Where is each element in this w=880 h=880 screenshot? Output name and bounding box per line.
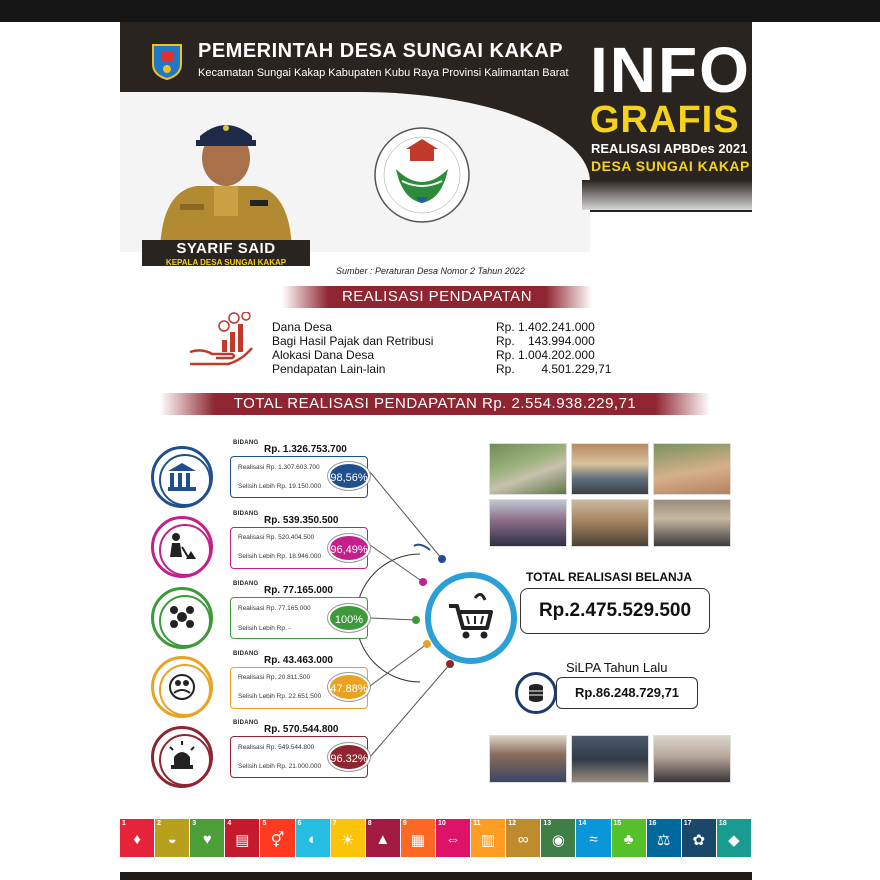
sdg-goal-icon: ⚥ xyxy=(270,832,285,849)
emergency-siren-icon xyxy=(154,729,210,785)
activity-photo xyxy=(653,735,731,783)
sdg-tile xyxy=(401,819,436,857)
activity-photo xyxy=(489,443,567,495)
sdg-number: 3 xyxy=(192,820,197,827)
income-value: Rp. 143.994.000 xyxy=(496,334,595,348)
income-label: Dana Desa xyxy=(272,320,333,334)
silpa-badge xyxy=(515,672,557,714)
bidang-4-amount: Rp. 43.463.000 xyxy=(264,655,333,666)
activity-photo xyxy=(653,499,731,547)
sdg-tile xyxy=(366,819,401,857)
activity-photo xyxy=(489,499,567,547)
sdg-tile xyxy=(647,819,682,857)
sdg-number: 8 xyxy=(367,820,372,827)
building-icon xyxy=(154,449,210,505)
kemendes-logo-icon xyxy=(372,125,472,225)
top-frame-bar xyxy=(0,0,880,22)
sdg-number: 18 xyxy=(718,820,727,827)
bidang-4-selisih: Selisih Lebih Rp. 22.651.500 xyxy=(238,693,322,700)
government-title: PEMERINTAH DESA SUNGAI KAKAP xyxy=(198,40,564,62)
sdg-goal-icon: ☀ xyxy=(340,832,355,849)
sdg-tile xyxy=(471,819,506,857)
sdg-goal-icon: ⚖ xyxy=(656,832,671,849)
sdg-goal-icon: ≈ xyxy=(589,831,598,848)
total-belanja-label: TOTAL REALISASI BELANJA xyxy=(526,570,693,584)
sdg-number: 7 xyxy=(332,820,337,827)
bidang-2-icon-badge xyxy=(151,516,213,578)
sdg-number: 16 xyxy=(648,820,657,827)
sdg-tile xyxy=(260,819,295,857)
sdg-number: 17 xyxy=(683,820,692,827)
infographic-poster xyxy=(120,22,752,872)
sdg-number: 6 xyxy=(297,820,302,827)
sdg-tile xyxy=(296,819,331,857)
sdg-tile xyxy=(506,819,541,857)
sdg-goal-icon: ⇔ xyxy=(445,831,461,848)
grafis-heading: GRAFIS xyxy=(590,99,740,141)
bidang-3-word: BIDANG xyxy=(233,581,259,587)
sdg-goal-icon: ♣ xyxy=(623,831,634,848)
sdg-goal-icon: ▲ xyxy=(375,831,391,848)
sdg-goal-icon: ♦ xyxy=(133,831,141,848)
sdg-number: 2 xyxy=(157,820,162,827)
bidang-1-selisih: Selisih Lebih Rp. 19.150.000 xyxy=(238,483,322,490)
income-row xyxy=(272,320,622,334)
sdg-goals-strip xyxy=(120,819,752,857)
income-row xyxy=(272,362,622,376)
sdg-tile xyxy=(190,819,225,857)
sdg-number: 13 xyxy=(543,820,552,827)
bidang-2-percent: 96,49% xyxy=(328,534,370,562)
bidang-5-percent: 96.32% xyxy=(328,743,370,771)
belanja-cart-badge xyxy=(425,572,517,664)
sdg-tile xyxy=(612,819,647,857)
sdg-goal-icon: ✿ xyxy=(692,832,706,849)
income-row xyxy=(272,348,622,362)
sdg-tile xyxy=(717,819,752,857)
source-note: Sumber : Peraturan Desa Nomor 2 Tahun 2022 xyxy=(336,266,525,276)
sdg-goal-icon: ▥ xyxy=(481,832,496,849)
sdg-tile xyxy=(331,819,366,857)
sdg-tile xyxy=(225,819,260,857)
income-growth-icon xyxy=(188,312,254,370)
sdg-number: 9 xyxy=(402,820,407,827)
sdg-number: 1 xyxy=(122,820,126,827)
bidang-5-selisih: Selisih Lebih Rp. 21.000.000 xyxy=(238,763,322,770)
bidang-2-selisih: Selisih Lebih Rp. 18.946.000 xyxy=(238,553,322,560)
total-belanja-value: Rp.2.475.529.500 xyxy=(520,588,710,634)
bidang-1-word: BIDANG xyxy=(233,440,259,446)
income-value: Rp. 1.004.202.000 xyxy=(496,348,595,362)
income-label: Bagi Hasil Pajak dan Retribusi xyxy=(272,334,434,348)
income-label: Pendapatan Lain-lain xyxy=(272,362,386,376)
bidang-4-realisasi: Realisasi Rp. 20.811.500 xyxy=(238,674,311,681)
sdg-tile xyxy=(576,819,611,857)
bidang-5-realisasi: Realisasi Rp. 549.544.800 xyxy=(238,744,315,751)
official-role: KEPALA DESA SUNGAI KAKAP xyxy=(165,258,287,267)
sdg-number: 10 xyxy=(437,820,446,827)
sdg-goal-icon: ▤ xyxy=(235,832,250,849)
silpa-value: Rp.86.248.729,71 xyxy=(556,677,698,709)
total-pendapatan-banner: TOTAL REALISASI PENDAPATAN Rp. 2.554.938.229,71 xyxy=(160,393,710,415)
bidang-3-amount: Rp. 77.165.000 xyxy=(264,585,333,596)
bidang-1-realisasi: Realisasi Rp. 1.307.603.700 xyxy=(238,464,320,471)
sdg-tile xyxy=(682,819,717,857)
shopping-cart-icon xyxy=(431,578,511,658)
pendapatan-heading: REALISASI PENDAPATAN xyxy=(282,286,592,308)
income-row xyxy=(272,334,622,348)
sdg-goal-icon: ∞ xyxy=(517,831,529,848)
bidang-4-word: BIDANG xyxy=(233,651,259,657)
sdg-goal-icon: ▦ xyxy=(410,832,426,849)
bidang-2-amount: Rp. 539.350.500 xyxy=(264,515,339,526)
info-heading: INFO xyxy=(590,34,751,106)
activity-photo xyxy=(489,735,567,783)
village-head-portrait xyxy=(156,100,296,250)
bidang-4-icon-badge xyxy=(151,656,213,718)
income-value: Rp. 1.402.241.000 xyxy=(496,320,595,334)
sdg-goal-icon: ◒ xyxy=(167,831,177,848)
bidang-3-percent: 100% xyxy=(328,604,370,632)
activity-photo xyxy=(653,443,731,495)
bidang-5-amount: Rp. 570.544.800 xyxy=(264,724,339,735)
official-name: SYARIF SAID xyxy=(176,240,276,257)
government-subtitle: Kecamatan Sungai Kakap Kabupaten Kubu Raya Provinsi Kalimantan Barat xyxy=(198,67,569,79)
sdg-goal-icon: ♥ xyxy=(202,831,212,848)
construction-worker-icon xyxy=(154,519,210,575)
empowerment-icon xyxy=(154,659,210,715)
bidang-1-amount: Rp. 1.326.753.700 xyxy=(264,444,347,455)
bidang-2-word: BIDANG xyxy=(233,511,259,517)
bidang-3-icon-badge xyxy=(151,587,213,649)
bidang-1-icon-badge xyxy=(151,446,213,508)
apbdes-subheading: REALISASI APBDes 2021 xyxy=(591,141,748,156)
header-ribbon-shadow xyxy=(582,180,752,210)
sdg-tile xyxy=(155,819,190,857)
income-label: Alokasi Dana Desa xyxy=(272,348,375,362)
bidang-3-selisih: Selisih Lebih Rp. - xyxy=(238,625,291,632)
sdg-tile xyxy=(541,819,576,857)
sdg-goal-icon: ◐ xyxy=(308,831,318,848)
sdg-tile xyxy=(120,819,155,857)
silpa-label: SiLPA Tahun Lalu xyxy=(566,660,668,675)
sdg-goal-icon: ◉ xyxy=(551,832,565,849)
sdg-number: 11 xyxy=(473,820,481,827)
activity-photo xyxy=(571,735,649,783)
sdg-number: 15 xyxy=(613,820,622,827)
sdg-number: 5 xyxy=(262,820,267,827)
sdg-tile xyxy=(436,819,471,857)
activity-photo xyxy=(571,499,649,547)
coins-icon xyxy=(518,675,554,711)
sdg-number: 4 xyxy=(227,820,232,827)
sdg-number: 12 xyxy=(508,820,516,827)
bidang-3-realisasi: Realisasi Rp. 77.165.000 xyxy=(238,605,311,612)
bidang-2-realisasi: Realisasi Rp. 520.404.500 xyxy=(238,534,315,541)
income-list xyxy=(272,320,622,376)
desa-subheading: DESA SUNGAI KAKAP xyxy=(591,158,750,174)
bidang-1-percent: 98,56% xyxy=(328,462,370,490)
bottom-frame-bar xyxy=(120,872,752,880)
sdg-goal-icon: ◆ xyxy=(728,832,740,849)
bidang-5-icon-badge xyxy=(151,726,213,788)
community-icon xyxy=(154,590,210,646)
regency-crest-icon xyxy=(150,42,184,80)
activity-photo xyxy=(571,443,649,495)
bidang-5-word: BIDANG xyxy=(233,720,259,726)
sdg-number: 14 xyxy=(578,820,587,827)
income-value: Rp. 4.501.229,71 xyxy=(496,362,612,376)
bidang-4-percent: 47.88% xyxy=(328,673,370,701)
